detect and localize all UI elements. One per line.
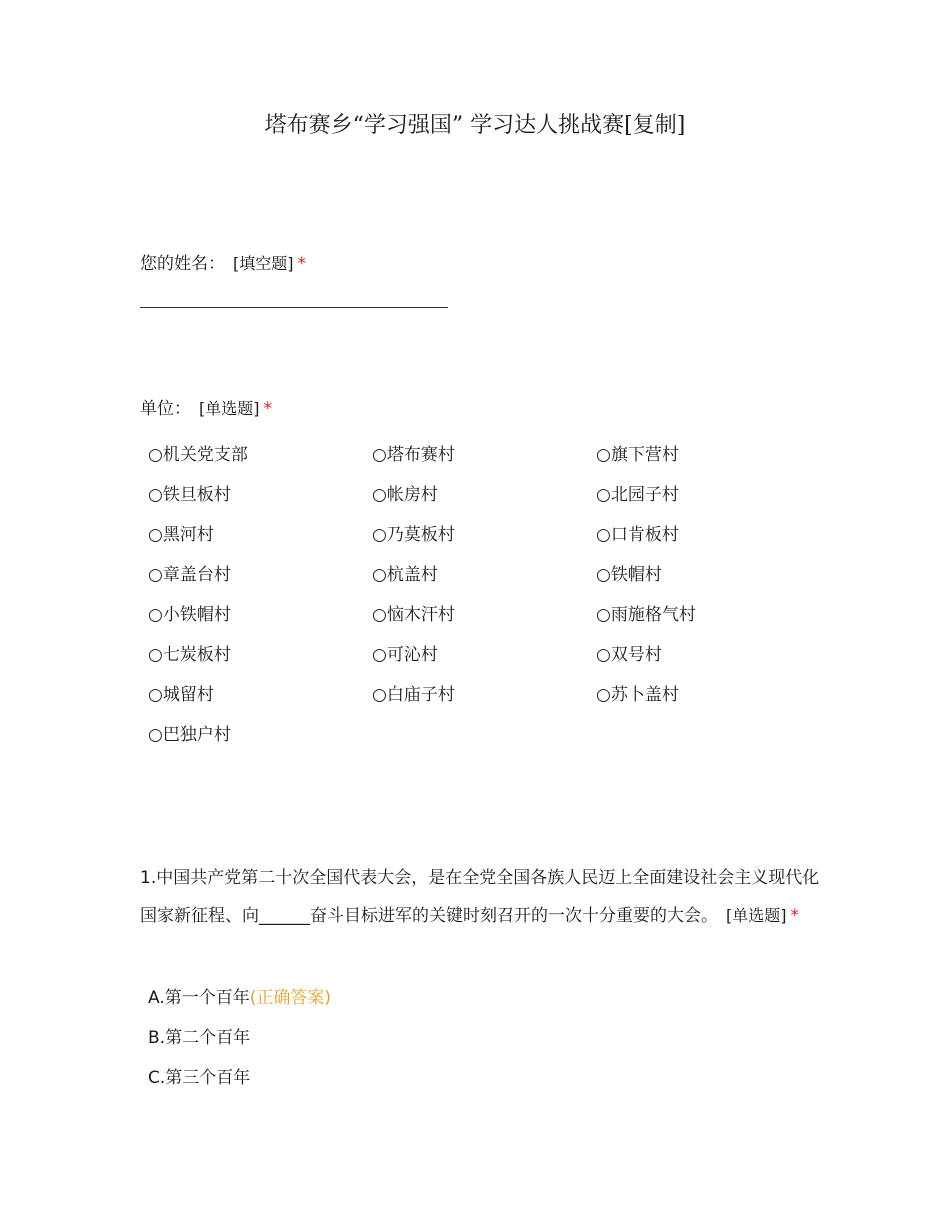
unit-question-text: 单位： (140, 399, 191, 419)
unit-options (148, 441, 848, 761)
unit-option[interactable]: ○城留村 (148, 685, 214, 705)
unit-option[interactable]: ○章盖台村 (148, 565, 231, 585)
unit-option[interactable]: ○白庙子村 (372, 685, 455, 705)
question-1-choice-a[interactable] (148, 984, 331, 1012)
question-1-required-mark: * (790, 906, 799, 926)
unit-question-label (140, 396, 272, 422)
unit-option[interactable]: ○巴独户村 (148, 725, 231, 745)
name-question-type: [填空题] (233, 254, 294, 273)
unit-option[interactable]: ○铁旦板村 (148, 485, 231, 505)
question-1-text: 1.中国共产党第二十次全国代表大会，是在全党全国各族人民迈上全面建设社会主义现代化国家新征程、向______奋斗目标进军的关键时刻召开的一次十分重要的大会。 (140, 868, 820, 926)
question-1-choice-c[interactable] (148, 1064, 250, 1092)
choice-label: B.第二个百年 (148, 1028, 251, 1048)
unit-option[interactable]: ○帐房村 (372, 485, 438, 505)
unit-option[interactable]: ○七炭板村 (148, 645, 231, 665)
unit-option[interactable]: ○恼木汗村 (372, 605, 455, 625)
unit-option[interactable]: ○机关党支部 (148, 445, 248, 465)
page-title: 塔布赛乡“学习强国” 学习达人挑战赛[复制] (264, 113, 686, 138)
unit-option[interactable]: ○北园子村 (596, 485, 679, 505)
unit-option[interactable]: ○黑河村 (148, 525, 214, 545)
unit-option[interactable]: ○口肯板村 (596, 525, 679, 545)
unit-option[interactable]: ○雨施格气村 (596, 605, 696, 625)
unit-option[interactable]: ○小铁帽村 (148, 605, 231, 625)
name-input-line[interactable] (140, 307, 448, 308)
unit-option[interactable]: ○铁帽村 (596, 565, 662, 585)
unit-option[interactable]: ○旗下营村 (596, 445, 679, 465)
unit-option[interactable]: ○杭盖村 (372, 565, 438, 585)
unit-required-mark: * (263, 399, 272, 419)
correct-answer-note: (正确答案) (249, 988, 331, 1008)
name-question-label (140, 251, 306, 277)
question-1-type: [单选题] (726, 906, 787, 925)
choice-label: C.第三个百年 (148, 1068, 251, 1088)
unit-option[interactable]: ○可沁村 (372, 645, 438, 665)
name-question-text: 您的姓名： (140, 254, 225, 274)
unit-option[interactable]: ○乃莫板村 (372, 525, 455, 545)
unit-option[interactable]: ○苏卜盖村 (596, 685, 679, 705)
unit-option[interactable]: ○双号村 (596, 645, 662, 665)
name-required-mark: * (297, 254, 306, 274)
unit-option[interactable]: ○塔布赛村 (372, 445, 455, 465)
question-1-block (140, 860, 820, 935)
unit-question-type: [单选题] (199, 399, 260, 418)
choice-label: A.第一个百年 (148, 988, 250, 1008)
question-1-choice-b[interactable] (148, 1024, 250, 1052)
